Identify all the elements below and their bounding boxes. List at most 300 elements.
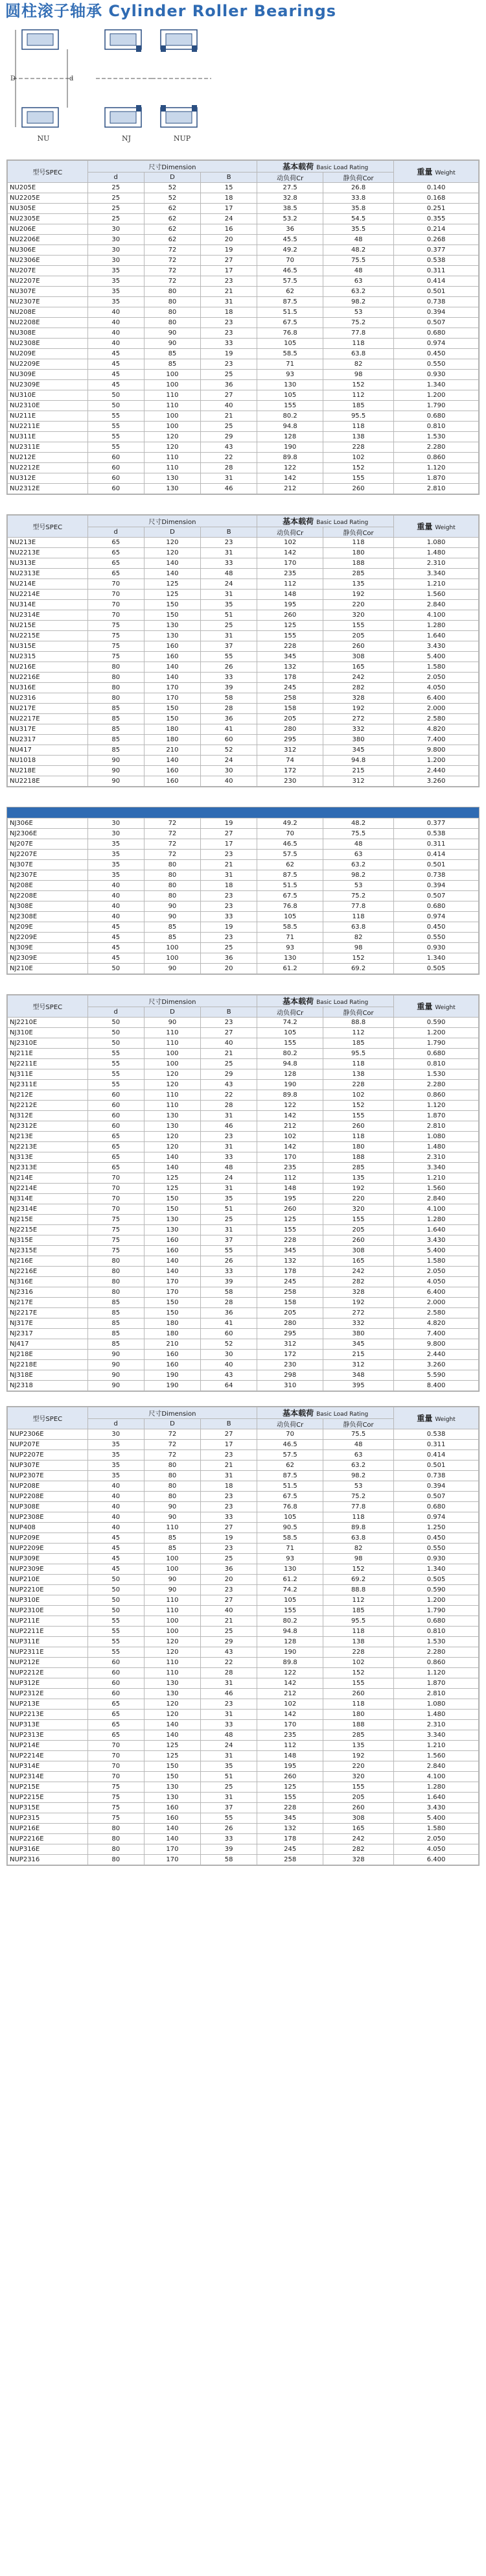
table-row [8, 1329, 479, 1339]
cell-cor: 63.8 [323, 922, 394, 933]
cell-cor: 395 [323, 1381, 394, 1391]
cell-cor: 53 [323, 881, 394, 891]
cell-cr: 80.2 [257, 411, 323, 422]
cell-cr: 62 [257, 860, 323, 870]
table-row [8, 359, 479, 370]
table-row [8, 1267, 479, 1277]
table-row [8, 1782, 479, 1793]
cell-model: NJ2213E [8, 1142, 88, 1152]
cell-cor: 75.5 [323, 1429, 394, 1440]
cell-D: 90 [144, 1585, 200, 1595]
cell-B: 40 [201, 1038, 257, 1049]
cell-model: NJ314E [8, 1194, 88, 1204]
cell-model: NU417 [8, 745, 88, 756]
cell-weight: 0.680 [394, 1616, 479, 1627]
cell-cor: 242 [323, 1267, 394, 1277]
cell-model: NU217E [8, 704, 88, 714]
table-row [8, 1844, 479, 1855]
table-row [8, 1429, 479, 1440]
cell-D: 90 [144, 328, 200, 339]
table-row [8, 1824, 479, 1834]
table-row [8, 1533, 479, 1544]
nu-bearing-drawing-icon [8, 26, 79, 133]
cell-cr: 122 [257, 463, 323, 473]
cell-D: 90 [144, 912, 200, 922]
cell-d: 55 [87, 1627, 144, 1637]
cell-D: 130 [144, 631, 200, 641]
cell-B: 33 [201, 1152, 257, 1163]
cell-D: 120 [144, 1637, 200, 1647]
cell-cor: 48.2 [323, 245, 394, 256]
cell-model: NJ318E [8, 1370, 88, 1381]
header-dimension: 尺寸Dimension [87, 516, 257, 527]
cell-cr: 27.5 [257, 183, 323, 193]
table-row [8, 1741, 479, 1751]
figure-caption: NUP [173, 134, 191, 143]
cell-model: NU2213E [8, 548, 88, 558]
cell-weight: 4.100 [394, 1772, 479, 1782]
cell-cr: 49.2 [257, 245, 323, 256]
cell-model: NUP308E [8, 1502, 88, 1512]
cell-B: 28 [201, 704, 257, 714]
cell-cr: 93 [257, 943, 323, 953]
cell-weight: 0.738 [394, 297, 479, 307]
cell-model: NJ317E [8, 1318, 88, 1329]
cell-cr: 130 [257, 380, 323, 390]
cell-d: 25 [87, 214, 144, 224]
cell-cor: 118 [323, 1512, 394, 1523]
cell-weight: 1.210 [394, 1173, 479, 1184]
cell-B: 17 [201, 204, 257, 214]
table-row [8, 652, 479, 662]
cell-d: 45 [87, 380, 144, 390]
cell-model: NUP2313E [8, 1730, 88, 1741]
cell-B: 24 [201, 1741, 257, 1751]
cell-B: 20 [201, 1575, 257, 1585]
cell-cr: 105 [257, 1028, 323, 1038]
cell-cor: 205 [323, 1793, 394, 1803]
cell-cor: 82 [323, 1544, 394, 1554]
cell-weight: 1.870 [394, 1678, 479, 1689]
cell-D: 170 [144, 1844, 200, 1855]
cell-B: 41 [201, 1318, 257, 1329]
table-row [8, 829, 479, 839]
cell-cor: 308 [323, 1246, 394, 1256]
cell-D: 190 [144, 1381, 200, 1391]
cell-cr: 258 [257, 1287, 323, 1298]
cell-cr: 128 [257, 1637, 323, 1647]
cell-cor: 188 [323, 1720, 394, 1730]
cell-model: NUP2316 [8, 1855, 88, 1865]
cell-D: 110 [144, 1595, 200, 1606]
cell-model: NU2310E [8, 401, 88, 411]
table-row [8, 1595, 479, 1606]
table-row [8, 1585, 479, 1595]
cell-d: 75 [87, 641, 144, 652]
cell-B: 31 [201, 473, 257, 484]
table-row [8, 328, 479, 339]
header-cr: 动负荷Cr [257, 1419, 323, 1429]
cell-D: 120 [144, 1142, 200, 1152]
cell-B: 40 [201, 401, 257, 411]
cell-D: 80 [144, 891, 200, 901]
table-row [8, 1173, 479, 1184]
cell-model: NUP309E [8, 1554, 88, 1564]
table-row [8, 370, 479, 380]
cell-B: 33 [201, 1720, 257, 1730]
cell-B: 23 [201, 359, 257, 370]
cell-B: 17 [201, 1440, 257, 1450]
cell-cr: 46.5 [257, 1440, 323, 1450]
cell-B: 43 [201, 1080, 257, 1090]
cell-d: 80 [87, 662, 144, 673]
cell-weight: 0.810 [394, 1627, 479, 1637]
cell-D: 130 [144, 473, 200, 484]
cell-cor: 95.5 [323, 411, 394, 422]
table-row [8, 1793, 479, 1803]
table-row [8, 1699, 479, 1710]
cell-cor: 118 [323, 339, 394, 349]
cell-weight: 2.840 [394, 600, 479, 610]
cell-cr: 142 [257, 1678, 323, 1689]
table-row [8, 953, 479, 964]
cell-B: 23 [201, 1502, 257, 1512]
cell-weight: 4.050 [394, 1277, 479, 1287]
cell-cor: 380 [323, 1329, 394, 1339]
cell-weight: 0.738 [394, 870, 479, 881]
cell-cr: 345 [257, 652, 323, 662]
cell-B: 31 [201, 1793, 257, 1803]
cell-d: 80 [87, 673, 144, 683]
cell-B: 21 [201, 287, 257, 297]
header-load-text: 基本载荷 [283, 517, 314, 526]
cell-model: NU206E [8, 224, 88, 235]
cell-D: 130 [144, 1793, 200, 1803]
cell-cr: 87.5 [257, 1471, 323, 1481]
cell-d: 55 [87, 1069, 144, 1080]
cell-model: NJ2317 [8, 1329, 88, 1339]
cell-cor: 135 [323, 1741, 394, 1751]
cell-D: 140 [144, 569, 200, 579]
cell-D: 150 [144, 1761, 200, 1772]
cell-cor: 320 [323, 1204, 394, 1215]
cell-cor: 118 [323, 1627, 394, 1637]
cell-cor: 155 [323, 473, 394, 484]
table-row [8, 1028, 479, 1038]
cell-cr: 312 [257, 745, 323, 756]
cell-d: 80 [87, 1855, 144, 1865]
cell-weight: 2.280 [394, 442, 479, 453]
cell-cr: 51.5 [257, 1481, 323, 1492]
cell-cr: 62 [257, 1461, 323, 1471]
cell-weight: 0.507 [394, 891, 479, 901]
table-row [8, 1225, 479, 1235]
header-B: B [201, 527, 257, 538]
bearing-table-nj-1 [6, 807, 480, 975]
table-row [8, 1256, 479, 1267]
cell-d: 60 [87, 1678, 144, 1689]
cell-cr: 128 [257, 1069, 323, 1080]
cell-D: 150 [144, 610, 200, 621]
cell-d: 90 [87, 1381, 144, 1391]
table-row [8, 1803, 479, 1813]
cell-cor: 345 [323, 745, 394, 756]
cell-D: 120 [144, 432, 200, 442]
cell-model: NU2214E [8, 590, 88, 600]
cell-d: 70 [87, 1184, 144, 1194]
cell-D: 62 [144, 214, 200, 224]
cell-d: 60 [87, 1101, 144, 1111]
cell-cor: 185 [323, 1038, 394, 1049]
table-row [8, 548, 479, 558]
cell-cr: 178 [257, 1267, 323, 1277]
cell-cr: 155 [257, 1793, 323, 1803]
table-row [8, 1554, 479, 1564]
cell-cor: 63.2 [323, 1461, 394, 1471]
cell-cr: 94.8 [257, 422, 323, 432]
cell-cr: 105 [257, 1595, 323, 1606]
cell-D: 72 [144, 256, 200, 266]
table-row [8, 1689, 479, 1699]
cell-B: 33 [201, 1267, 257, 1277]
cell-weight: 1.200 [394, 1028, 479, 1038]
header-cr: 动负荷Cr [257, 527, 323, 538]
cell-weight: 6.400 [394, 1287, 479, 1298]
cell-B: 25 [201, 1627, 257, 1637]
cell-cr: 260 [257, 1772, 323, 1782]
cell-model: NU2217E [8, 714, 88, 724]
cell-cr: 105 [257, 912, 323, 922]
cell-d: 80 [87, 693, 144, 704]
cell-cr: 125 [257, 1782, 323, 1793]
table-row [8, 1813, 479, 1824]
table-row [8, 1730, 479, 1741]
cell-d: 75 [87, 1225, 144, 1235]
cell-D: 150 [144, 714, 200, 724]
cell-model: NJ211E [8, 1049, 88, 1059]
cell-d: 65 [87, 1699, 144, 1710]
cell-model: NJ2212E [8, 1101, 88, 1111]
cell-d: 65 [87, 1132, 144, 1142]
header-load-text: 基本载荷 [283, 1409, 314, 1418]
cell-D: 85 [144, 1533, 200, 1544]
cell-model: NUP2215E [8, 1793, 88, 1803]
cell-cor: 95.5 [323, 1049, 394, 1059]
cell-weight: 2.000 [394, 704, 479, 714]
cell-B: 33 [201, 558, 257, 569]
cell-B: 36 [201, 1308, 257, 1318]
cell-cor: 328 [323, 693, 394, 704]
cell-D: 72 [144, 850, 200, 860]
cell-D: 80 [144, 881, 200, 891]
cell-weight: 1.250 [394, 1523, 479, 1533]
cell-cor: 152 [323, 1668, 394, 1678]
cell-model: NUP2209E [8, 1544, 88, 1554]
cell-D: 62 [144, 204, 200, 214]
table-row [8, 1069, 479, 1080]
cell-D: 80 [144, 307, 200, 318]
cell-weight: 4.050 [394, 1844, 479, 1855]
cell-D: 170 [144, 1287, 200, 1298]
cell-weight: 0.268 [394, 235, 479, 245]
cell-cor: 282 [323, 1277, 394, 1287]
figure-caption: NJ [121, 134, 132, 143]
cell-weight: 6.400 [394, 693, 479, 704]
cell-cor: 53 [323, 1481, 394, 1492]
cell-cr: 205 [257, 714, 323, 724]
cell-cr: 235 [257, 1163, 323, 1173]
cell-B: 35 [201, 1761, 257, 1772]
cell-cr: 298 [257, 1370, 323, 1381]
cell-B: 27 [201, 1429, 257, 1440]
cell-cr: 87.5 [257, 870, 323, 881]
cell-d: 35 [87, 1461, 144, 1471]
cell-model: NU215E [8, 621, 88, 631]
cell-d: 40 [87, 328, 144, 339]
table-row [8, 1481, 479, 1492]
cell-cor: 282 [323, 683, 394, 693]
cell-B: 19 [201, 922, 257, 933]
cell-model: NJ2209E [8, 933, 88, 943]
cell-model: NUP2307E [8, 1471, 88, 1481]
cell-cor: 332 [323, 1318, 394, 1329]
cell-d: 60 [87, 453, 144, 463]
cell-model: NJ214E [8, 1173, 88, 1184]
cell-weight: 0.810 [394, 422, 479, 432]
svg-text:d: d [69, 75, 74, 82]
cell-weight: 5.400 [394, 652, 479, 662]
cell-B: 33 [201, 339, 257, 349]
cell-model: NJ207E [8, 839, 88, 850]
cell-d: 35 [87, 839, 144, 850]
cell-cr: 142 [257, 1710, 323, 1720]
cell-d: 40 [87, 318, 144, 328]
cell-B: 55 [201, 652, 257, 662]
cell-weight: 1.340 [394, 953, 479, 964]
cell-d: 70 [87, 1761, 144, 1772]
cell-cr: 87.5 [257, 297, 323, 307]
cell-B: 22 [201, 1090, 257, 1101]
cell-weight: 3.260 [394, 776, 479, 787]
table-row [8, 1575, 479, 1585]
cell-weight: 1.120 [394, 463, 479, 473]
cell-cr: 195 [257, 1761, 323, 1772]
table-row [8, 818, 479, 829]
cell-cor: 118 [323, 912, 394, 922]
cell-d: 70 [87, 1194, 144, 1204]
cell-weight: 0.680 [394, 1049, 479, 1059]
cell-B: 31 [201, 1142, 257, 1152]
cell-cr: 32.8 [257, 193, 323, 204]
cell-model: NUP315E [8, 1803, 88, 1813]
cell-d: 45 [87, 943, 144, 953]
cell-weight: 0.450 [394, 349, 479, 359]
cell-cor: 118 [323, 422, 394, 432]
cell-model: NJ2218E [8, 1360, 88, 1370]
cell-d: 65 [87, 1142, 144, 1152]
cell-cor: 165 [323, 1256, 394, 1267]
cell-cr: 89.8 [257, 1658, 323, 1668]
cell-weight: 4.820 [394, 1318, 479, 1329]
cell-cr: 71 [257, 1544, 323, 1554]
cell-cr: 51.5 [257, 881, 323, 891]
cell-d: 90 [87, 1360, 144, 1370]
cell-B: 28 [201, 1101, 257, 1111]
cell-D: 160 [144, 776, 200, 787]
cell-d: 45 [87, 1544, 144, 1554]
cell-B: 31 [201, 1471, 257, 1481]
cell-cor: 328 [323, 1287, 394, 1298]
cell-model: NJ417 [8, 1339, 88, 1350]
cell-cr: 57.5 [257, 1450, 323, 1461]
table-row [8, 683, 479, 693]
cell-model: NU211E [8, 411, 88, 422]
cell-D: 80 [144, 1461, 200, 1471]
cell-cor: 75.5 [323, 829, 394, 839]
cell-cr: 122 [257, 1101, 323, 1111]
cell-model: NU208E [8, 307, 88, 318]
cell-weight: 0.214 [394, 224, 479, 235]
table-row [8, 422, 479, 432]
cell-model: NU2306E [8, 256, 88, 266]
cell-model: NUP408 [8, 1523, 88, 1533]
cell-model: NJ309E [8, 943, 88, 953]
cell-weight: 2.810 [394, 484, 479, 494]
cell-cor: 165 [323, 662, 394, 673]
cell-weight: 3.340 [394, 1163, 479, 1173]
cell-d: 75 [87, 1803, 144, 1813]
header-model: 型号SPEC [8, 996, 88, 1018]
cell-cr: 295 [257, 735, 323, 745]
cell-weight: 1.560 [394, 1184, 479, 1194]
cell-model: NUP314E [8, 1761, 88, 1772]
cell-weight: 0.930 [394, 1554, 479, 1564]
cell-D: 80 [144, 870, 200, 881]
cell-cor: 88.8 [323, 1018, 394, 1028]
cell-D: 90 [144, 339, 200, 349]
cell-d: 55 [87, 1647, 144, 1658]
cell-D: 210 [144, 1339, 200, 1350]
header-cor: 静负荷Cor [323, 527, 394, 538]
cell-d: 40 [87, 891, 144, 901]
cell-B: 39 [201, 683, 257, 693]
cell-weight: 1.580 [394, 1256, 479, 1267]
cell-cor: 192 [323, 1298, 394, 1308]
cell-B: 23 [201, 933, 257, 943]
table-row [8, 745, 479, 756]
table-row [8, 673, 479, 683]
cell-model: NUP313E [8, 1720, 88, 1730]
cell-weight: 7.400 [394, 735, 479, 745]
cell-B: 25 [201, 621, 257, 631]
cell-d: 55 [87, 1637, 144, 1647]
table-row [8, 473, 479, 484]
table-row [8, 735, 479, 745]
header-load-sub: Basic Load Rating [316, 999, 369, 1006]
cell-model: NJ2313E [8, 1163, 88, 1173]
header-d: d [87, 173, 144, 183]
table-row [8, 1184, 479, 1194]
cell-weight: 0.140 [394, 183, 479, 193]
cell-weight: 0.377 [394, 818, 479, 829]
cell-model: NU315E [8, 641, 88, 652]
cell-cor: 82 [323, 933, 394, 943]
cell-model: NJ2210E [8, 1018, 88, 1028]
cell-B: 64 [201, 1381, 257, 1391]
cell-model: NUP2207E [8, 1450, 88, 1461]
cell-cor: 220 [323, 600, 394, 610]
cell-D: 85 [144, 349, 200, 359]
